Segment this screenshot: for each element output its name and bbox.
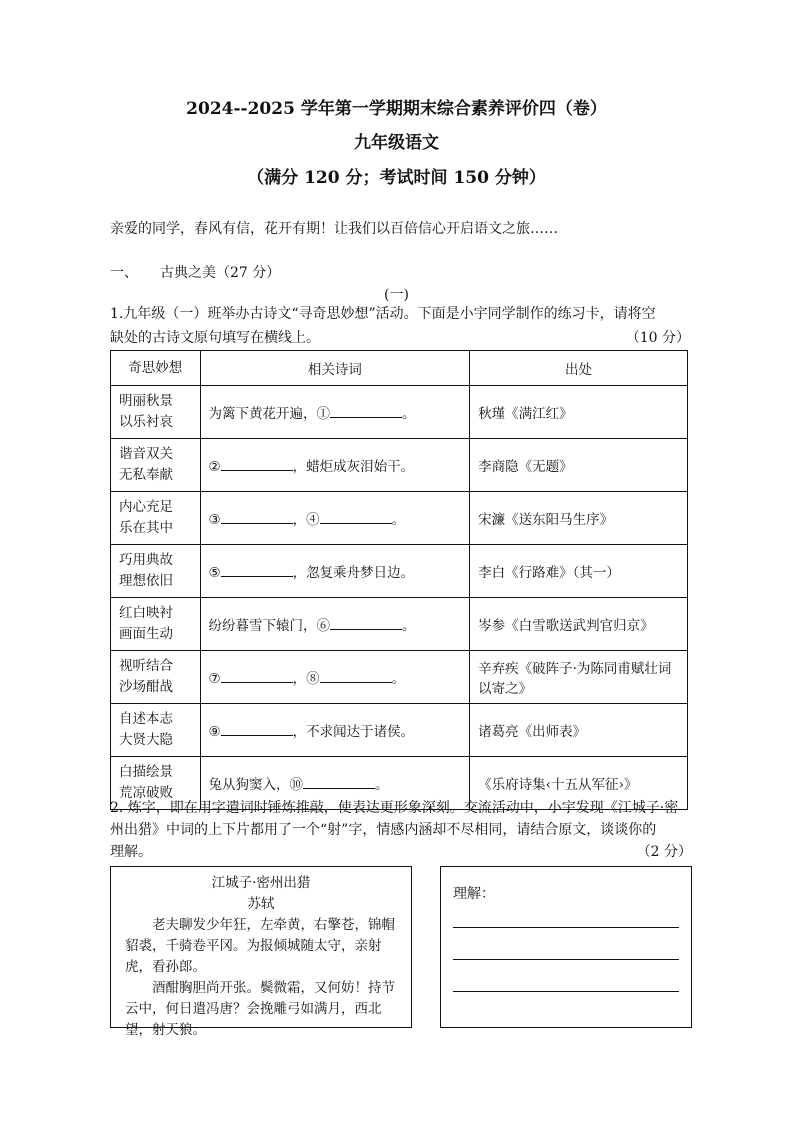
- poem-title: 江城子·密州出猎: [211, 875, 311, 891]
- source-cell: 诸葛亮《出师表》: [470, 704, 688, 757]
- theme-line: 内心充足: [119, 499, 173, 515]
- source-cell: 李白《行路难》（其一）: [470, 545, 688, 598]
- header-poem: 相关诗词: [200, 351, 470, 386]
- blank-marker: ⑦: [208, 671, 221, 687]
- question-2-line1: 2. 炼字，即在用字遣词时锤炼推敲，使表达更形象深刻。交流活动中，小宇发现《江城子·密: [110, 800, 679, 816]
- question-2-line3: 理解。: [110, 844, 152, 860]
- poem-text-middle: ，: [292, 671, 307, 687]
- source-cell: 辛弃疾《破阵子·为陈同甫赋壮词以寄之》: [470, 651, 688, 704]
- table-row: [111, 386, 688, 439]
- table-header-row: [111, 351, 688, 386]
- theme-cell: [111, 492, 201, 545]
- header-source: 出处: [470, 351, 688, 386]
- theme-line: 巧用典故: [119, 552, 173, 568]
- source-cell: 李商隐《无题》: [470, 439, 688, 492]
- poem-line-cell: [200, 545, 470, 598]
- exam-title: 2024--2025 学年第一学期期末综合素养评价四（卷）: [186, 99, 607, 119]
- theme-line: 视听结合: [119, 658, 173, 674]
- poem-text-after: 。: [391, 512, 406, 528]
- section-subtitle: (一): [384, 287, 409, 303]
- theme-line: 画面生动: [119, 626, 173, 642]
- theme-line: 乐在其中: [119, 520, 173, 536]
- source-cell: 《乐府诗集‹十五从军征›》: [470, 757, 688, 810]
- poem-line-cell: [200, 598, 470, 651]
- poem-text-before: 兔从狗窦入，: [208, 777, 290, 793]
- section-heading: [110, 262, 280, 282]
- table-row: [111, 704, 688, 757]
- fill-blank[interactable]: [330, 403, 402, 418]
- fill-blank[interactable]: [221, 668, 293, 683]
- source-cell: 秋瑾《满江红》: [470, 386, 688, 439]
- theme-cell: [111, 651, 201, 704]
- question-2-text: [110, 797, 692, 863]
- poem-line-cell: [200, 704, 470, 757]
- blank-marker: ⑤: [208, 565, 221, 581]
- header-theme: 奇思妙想: [111, 351, 201, 386]
- table-row: [111, 598, 688, 651]
- poem-paragraph-1: 老夫聊发少年狂，左牵黄，右擎苍，锦帽貂裘，千骑卷平冈。为报倾城随太守，亲射虎，看孙郎。: [125, 917, 395, 975]
- poem-line-cell: [200, 439, 470, 492]
- poem-text-before: 为篱下黄花开遍，: [208, 406, 317, 422]
- blank-marker: ⑧: [306, 671, 320, 687]
- fill-blank[interactable]: [221, 456, 293, 471]
- greeting-text: 亲爱的同学，春风有信，花开有期！让我们以百倍信心开启语文之旅……: [110, 221, 558, 237]
- blank-marker: ④: [306, 512, 320, 528]
- fill-blank[interactable]: [221, 721, 293, 736]
- theme-cell: [111, 439, 201, 492]
- answer-label: 理解：: [453, 886, 495, 902]
- answer-line-2[interactable]: [453, 959, 679, 960]
- theme-line: 谐音双关: [119, 446, 173, 462]
- exam-subject: 九年级语文: [354, 133, 439, 153]
- poem-line-cell: [200, 492, 470, 545]
- question-2-score: （2 分）: [636, 844, 692, 860]
- section-title: 古典之美（27 分）: [160, 265, 281, 281]
- theme-cell: [111, 598, 201, 651]
- table-row: [111, 439, 688, 492]
- theme-line: 大贤大隐: [119, 732, 173, 748]
- poem-text-before: 纷纷暮雪下辕门，: [208, 618, 317, 634]
- poem-line-cell: [200, 386, 470, 439]
- fill-blank[interactable]: [330, 615, 402, 630]
- question-1-line1: 1.九年级（一）班举办古诗文“寻奇思妙想”活动。下面是小宇同学制作的练习卡，请将空: [110, 306, 656, 322]
- poem-text-middle: ，不求闻达于诸侯。: [292, 724, 415, 740]
- poem-text-middle: ，忽复乘舟梦日边。: [292, 565, 415, 581]
- blank-marker: ⑥: [316, 618, 331, 634]
- poem-text-after: 。: [402, 618, 416, 634]
- theme-line: 白描绘景: [119, 764, 173, 780]
- poem-text-after: 。: [391, 671, 406, 687]
- poem-text-after: 。: [375, 777, 389, 793]
- poem-text-after: 。: [402, 406, 416, 422]
- fill-blank[interactable]: [221, 509, 293, 524]
- answer-box[interactable]: [440, 866, 692, 1028]
- answer-line-3[interactable]: [453, 991, 679, 992]
- question-2-line2: 州出猎》中词的上下片都用了一个“射”字，情感内涵却不尽相同，请结合原文，谈谈你的: [110, 822, 657, 838]
- theme-line: 明丽秋景: [119, 393, 173, 409]
- fill-blank[interactable]: [320, 509, 392, 524]
- blank-marker: ①: [316, 406, 331, 422]
- theme-cell: [111, 386, 201, 439]
- theme-line: 荒凉破败: [119, 785, 173, 801]
- blank-marker: ⑩: [289, 777, 304, 793]
- fill-blank[interactable]: [320, 668, 392, 683]
- exam-info: （满分 120 分；考试时间 150 分钟）: [247, 168, 546, 188]
- poem-box: [110, 866, 412, 1038]
- theme-line: 红白映衬: [119, 605, 173, 621]
- theme-cell: [111, 545, 201, 598]
- table-row: [111, 545, 688, 598]
- theme-line: 理想依旧: [119, 573, 173, 589]
- source-cell: 宋濂《送东阳马生序》: [470, 492, 688, 545]
- theme-line: 自述本志: [119, 711, 173, 727]
- blank-marker: ③: [208, 512, 221, 528]
- poem-text-middle: ，蜡炬成灰泪始干。: [292, 459, 415, 475]
- poetry-practice-table: [110, 350, 688, 810]
- question-1-line2-wrap: [110, 326, 690, 350]
- answer-line-1[interactable]: [453, 927, 679, 928]
- source-cell: 岑参《白雪歌送武判官归京》: [470, 598, 688, 651]
- theme-line: 沙场酣战: [119, 679, 173, 695]
- blank-marker: ⑨: [208, 724, 221, 740]
- question-1-score: （10 分）: [625, 330, 690, 346]
- poem-text-middle: ，: [292, 512, 307, 528]
- blank-marker: ②: [208, 459, 221, 475]
- table-row: [111, 492, 688, 545]
- table-row: [111, 651, 688, 704]
- theme-line: 无私奉献: [119, 467, 173, 483]
- question-1-text: [110, 302, 690, 350]
- poem-author: 苏轼: [247, 896, 275, 912]
- question-1-line2: 缺处的古诗文原句填写在横线上。: [110, 330, 320, 346]
- poem-line-cell: [200, 651, 470, 704]
- theme-cell: [111, 704, 201, 757]
- section-number: 一、: [110, 265, 138, 281]
- poem-paragraph-2: 酒酣胸胆尚开张。鬓微霜，又何妨！持节云中，何日遣冯唐？会挽雕弓如满月，西北望，射天狼。: [125, 980, 395, 1038]
- theme-line: 以乐衬哀: [119, 414, 173, 430]
- fill-blank[interactable]: [221, 562, 293, 577]
- fill-blank[interactable]: [303, 774, 375, 789]
